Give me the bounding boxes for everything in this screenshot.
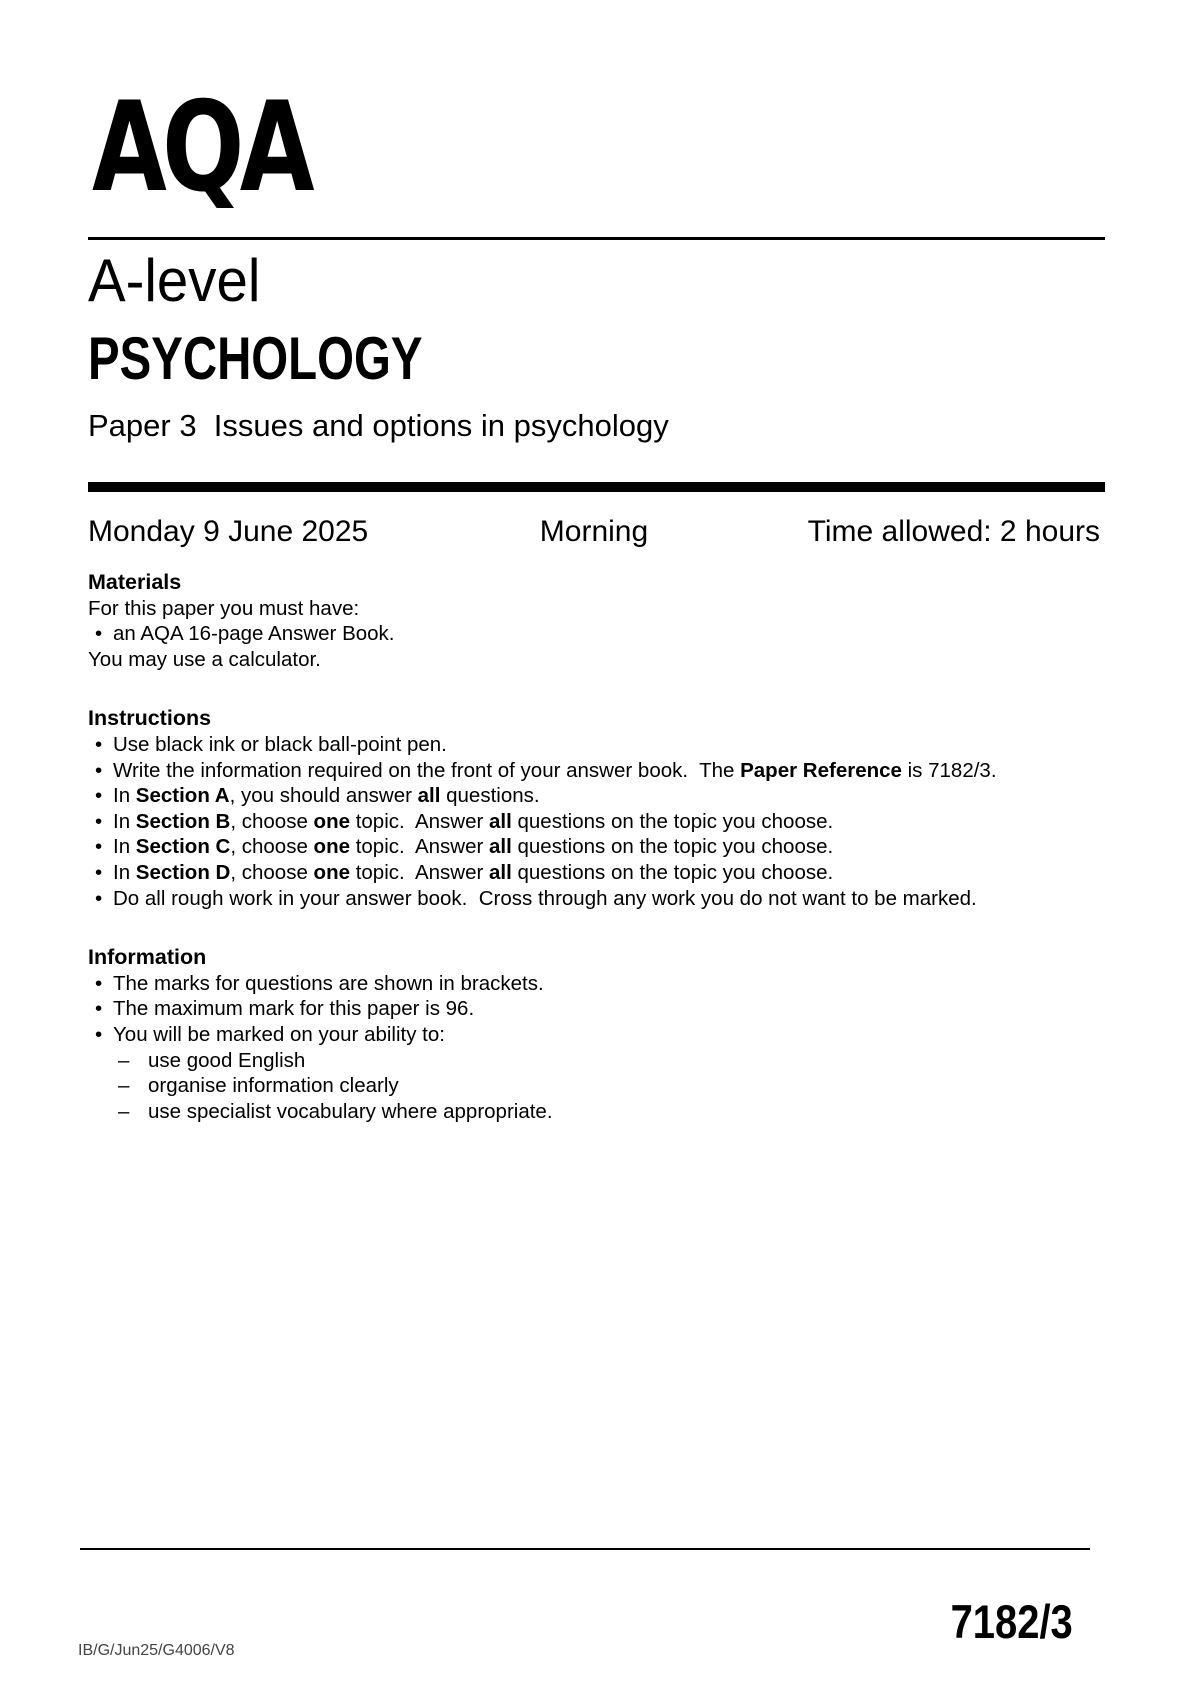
paper-reference-code: 7182/3	[950, 1595, 1073, 1648]
bullet-marker: •	[95, 758, 103, 782]
text-line	[88, 596, 1102, 622]
header-rule	[88, 237, 1105, 240]
exam-date: Monday 9 June 2025	[88, 515, 369, 548]
list-item	[88, 834, 1102, 860]
dash-marker: –	[118, 1048, 130, 1072]
list-item-text: Write the information required on the front of your answer book. The Paper Reference is 7182/3.	[113, 758, 997, 782]
list-item-text: organise information clearly	[148, 1074, 399, 1098]
section-heading: Materials	[88, 570, 182, 594]
bullet-marker: •	[95, 1022, 103, 1046]
list-item-text: In Section B, choose one topic. Answer all questions on the topic you choose.	[113, 809, 834, 833]
list-item	[88, 1073, 1102, 1099]
list-item-text: You may use a calculator.	[88, 647, 321, 671]
footer-print-code: IB/G/Jun25/G4006/V8	[78, 1642, 235, 1659]
dash-marker: –	[118, 1074, 130, 1098]
sections	[88, 570, 1102, 1124]
list-item-text: The maximum mark for this paper is 96.	[113, 997, 475, 1021]
list-item	[88, 886, 1102, 912]
list-item	[88, 1022, 1102, 1048]
list-item	[88, 996, 1102, 1022]
subject-title: PSYCHOLOGY	[88, 325, 423, 392]
list-item	[88, 783, 1102, 809]
section-materials	[88, 570, 1102, 672]
bullet-marker: •	[95, 732, 103, 756]
qualification-title: A-level	[88, 247, 261, 314]
divider-bar	[88, 482, 1105, 492]
aqa-logo: AQA	[92, 76, 310, 220]
list-item	[88, 758, 1102, 784]
list-item-text: use good English	[148, 1048, 306, 1072]
footer-rule	[80, 1548, 1090, 1550]
list-item-text: Use black ink or black ball-point pen.	[113, 732, 447, 756]
list-item-text: In Section D, choose one topic. Answer all questions on the topic you choose.	[113, 860, 834, 884]
section-heading: Information	[88, 945, 207, 970]
bullet-marker: •	[95, 971, 103, 995]
dash-marker: –	[118, 1099, 130, 1123]
section-heading: Instructions	[88, 706, 212, 731]
bullet-marker: •	[95, 809, 103, 833]
exam-meta-row	[88, 515, 1100, 548]
list-item-text: The marks for questions are shown in brackets.	[113, 971, 544, 995]
section-instructions	[88, 706, 1102, 911]
paper-title: Paper 3 Issues and options in psychology	[88, 408, 669, 443]
list-item-text: In Section C, choose one topic. Answer all questions on the topic you choose.	[113, 835, 834, 859]
time-allowed: Time allowed: 2 hours	[807, 515, 1100, 548]
list-item	[88, 809, 1102, 835]
list-item-text: an AQA 16-page Answer Book.	[113, 622, 395, 646]
bullet-marker: •	[95, 784, 103, 808]
bullet-marker: •	[95, 886, 103, 910]
list-item	[88, 860, 1102, 886]
list-item	[88, 971, 1102, 997]
list-item-text: Do all rough work in your answer book. Cross through any work you do not want to be marked.	[113, 886, 977, 910]
list-item	[88, 1048, 1102, 1074]
list-item-text: You will be marked on your ability to:	[113, 1022, 445, 1046]
bullet-marker: •	[95, 997, 103, 1021]
list-item	[88, 1099, 1102, 1125]
list-item-text: use specialist vocabulary where appropriate.	[148, 1099, 553, 1123]
list-item	[88, 621, 1102, 647]
bullet-marker: •	[95, 835, 103, 859]
list-item-text: In Section A, you should answer all questions.	[113, 784, 540, 808]
bullet-marker: •	[95, 622, 103, 646]
list-item-text: For this paper you must have:	[88, 596, 360, 620]
exam-session: Morning	[539, 515, 649, 548]
text-line	[88, 647, 1102, 673]
section-information	[88, 945, 1102, 1124]
list-item	[88, 732, 1102, 758]
bullet-marker: •	[95, 860, 103, 884]
